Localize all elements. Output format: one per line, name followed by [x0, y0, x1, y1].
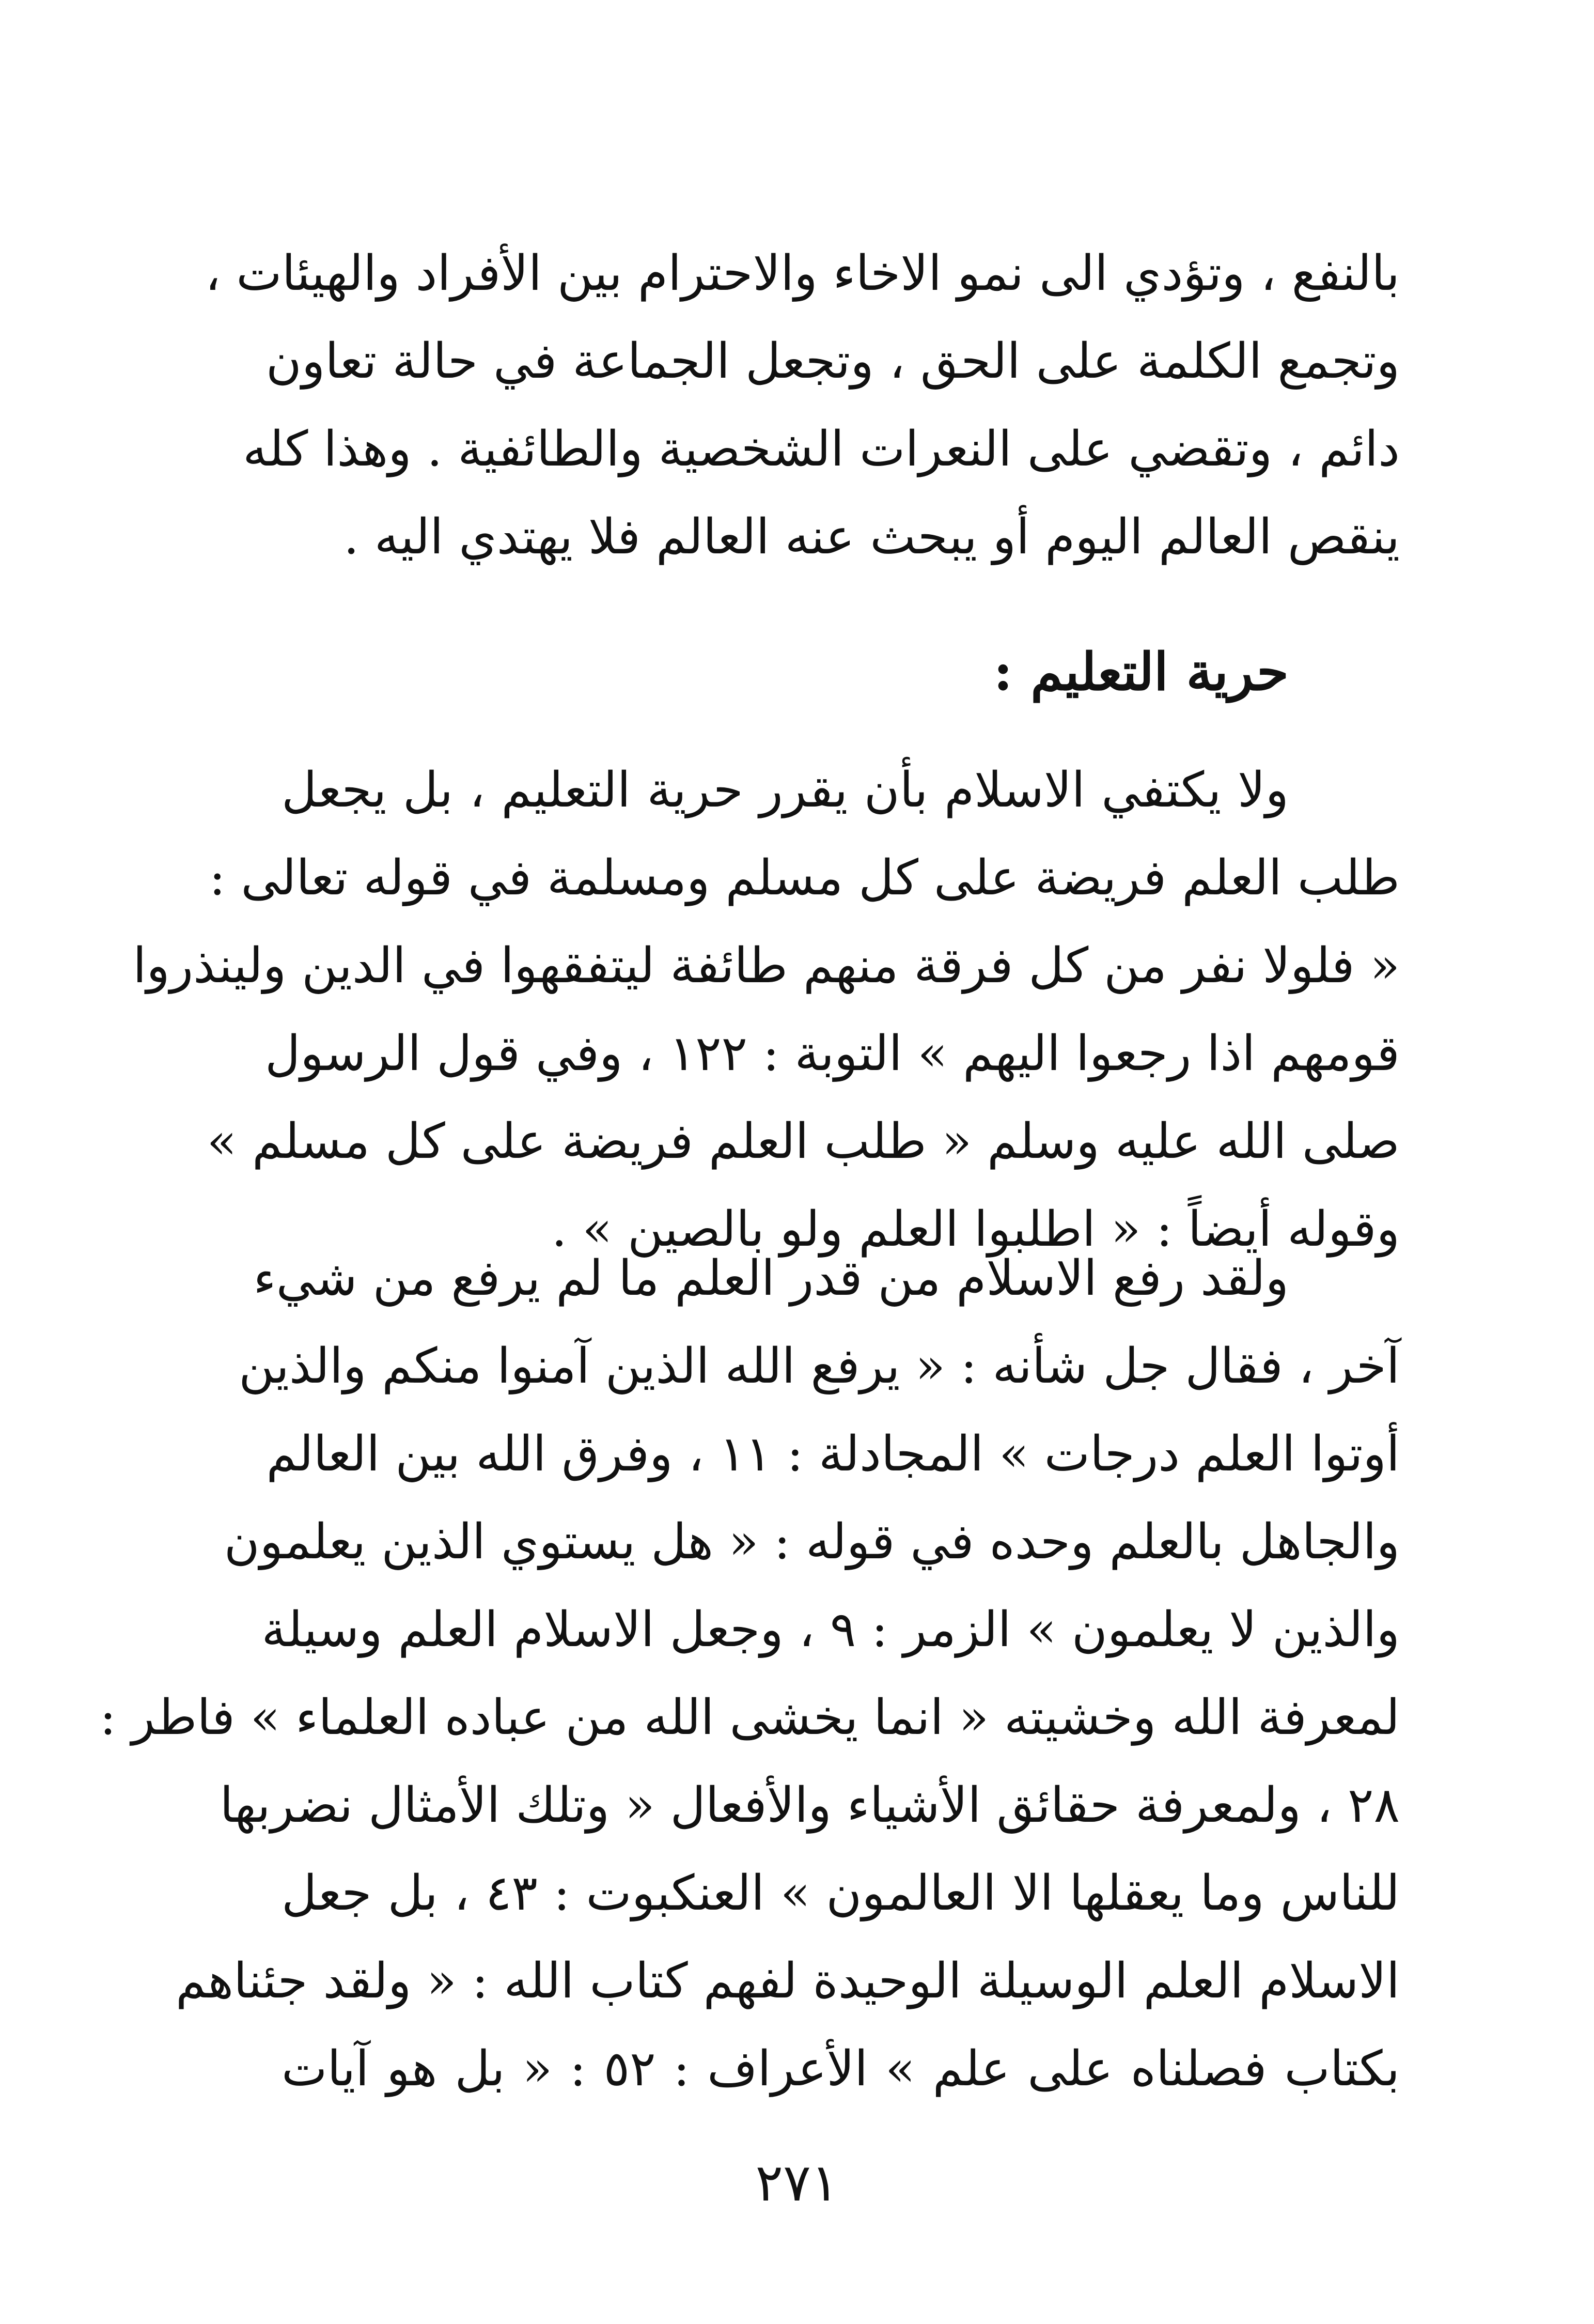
paragraph-2-line-1: ولا يكتفي الاسلام بأن يقرر حرية التعليم ، بل يجعل	[282, 762, 1289, 818]
paragraph-3-line-6: لمعرفة الله وخشيته « انما يخشى الله من عباده العلماء » فاطر :	[100, 1690, 1400, 1746]
paragraph-1-line-4: ينقص العالم اليوم أو يبحث عنه العالم فلا يهتدي اليه .	[343, 509, 1400, 565]
paragraph-3	[100, 1235, 1400, 2113]
paragraph-2-line-2: طلب العلم فريضة على كل مسلم ومسلمة في قوله تعالى :	[209, 850, 1400, 906]
paragraph-3-line-5: والذين لا يعلمون » الزمر : ٩ ، وجعل الاسلام العلم وسيلة	[261, 1602, 1400, 1658]
section-heading-block	[282, 628, 1400, 716]
paragraph-3-line-9: الاسلام العلم الوسيلة الوحيدة لفهم كتاب الله : « ولقد جئناهم	[175, 1953, 1400, 2009]
paragraph-3-line-8: للناس وما يعقلها الا العالمون » العنكبوت : ٤٣ ، بل جعل	[282, 1865, 1400, 1922]
paragraph-3-line-1: ولقد رفع الاسلام من قدر العلم ما لم يرفع من شيء	[253, 1250, 1289, 1307]
paragraph-3-line-10: بكتاب فصلناه على علم » الأعراف : ٥٢ : « بل هو آيات	[282, 2041, 1400, 2097]
paragraph-3-line-2: آخر ، فقال جل شأنه : « يرفع الله الذين آمنوا منكم والذين	[239, 1338, 1400, 1395]
paragraph-2-line-4: قومهم اذا رجعوا اليهم » التوبة : ١٢٢ ، وفي قول الرسول	[265, 1026, 1400, 1082]
paragraph-2-line-6: وقوله أيضاً : « اطلبوا العلم ولو بالصين » .	[551, 1201, 1400, 1258]
paragraph-1-line-3: دائم ، وتقضي على النعرات الشخصية والطائفية . وهذا كله	[243, 421, 1400, 477]
paragraph-1-line-1: بالنفع ، وتؤدي الى نمو الاخاء والاحترام بين الأفراد والهيئات ،	[205, 245, 1400, 302]
paragraph-2	[133, 747, 1400, 1274]
paragraph-3-line-7: ٢٨ ، ولمعرفة حقائق الأشياء والأفعال « وتلك الأمثال نضربها	[220, 1777, 1400, 1834]
paragraph-1-line-2: وتجمع الكلمة على الحق ، وتجعل الجماعة في حالة تعاون	[265, 333, 1400, 390]
paragraph-3-line-4: والجاهل بالعلم وحده في قوله : « هل يستوي الذين يعلمون	[224, 1514, 1400, 1570]
section-heading: حرية التعليم :	[993, 641, 1289, 702]
paragraph-2-line-3: « فلولا نفر من كل فرقة منهم طائفة ليتفقهوا في الدين ولينذروا	[133, 938, 1400, 994]
paragraph-3-line-3: أوتوا العلم درجات » المجادلة : ١١ ، وفرق الله بين العالم	[266, 1426, 1400, 1482]
page-number: ٢٧١	[755, 2152, 839, 2213]
paragraph-2-line-5: صلى الله عليه وسلم « طلب العلم فريضة على كل مسلم »	[207, 1113, 1400, 1170]
paragraph-1	[205, 230, 1400, 581]
